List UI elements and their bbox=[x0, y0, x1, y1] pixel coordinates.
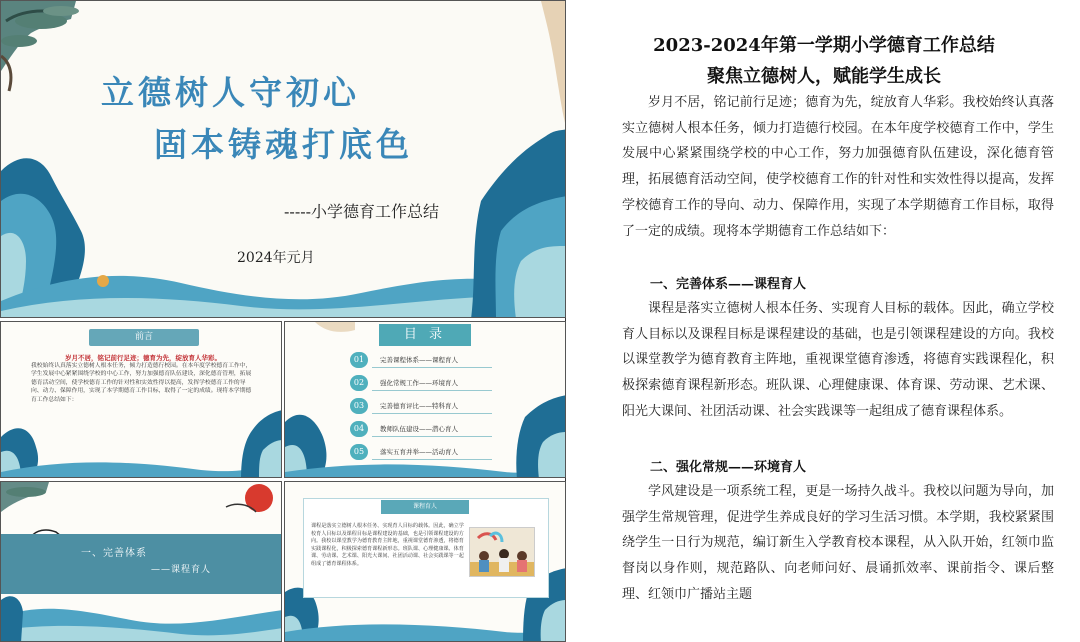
toc-label: 落实五育并举——活动育人 bbox=[380, 448, 458, 456]
paragraph-intro: 岁月不居，铭记前行足迹；德育为先，绽放育人华彩。我校始终认真落实立德树人根本任务，倾力打造德行校园。在本年度学校德育工作中，学生发展中心紧紧围绕学校的中心工作，努力加强德育队伍建设，深化德育管理，拓展德育活动空间，使学校德育工作的针对性和实效性得以提高，发挥学校德育工作的导向、动力、保障作用，实现了本学期德育工作目标，取得了一定的成绩。现将本学期德育工作总结如下： bbox=[622, 95, 1054, 239]
paragraph-section-1: 课程是落实立德树人根本任务、实现育人目标的载体。因此，确立学校育人目标以及课程目标是课程建设的基础，也是引领课程建设的方向。我校以课堂教学为德育教育主阵地，重视课堂德育渗透，将德育实践课程化，积极探索德育课程新形态。班队课、心理健康课、体育课、劳动课、艺术课、阳光大课间、社团活动课、社会实践课等一起组成了德育课程体系。 bbox=[622, 301, 1054, 419]
toc-divider bbox=[372, 413, 492, 414]
cover-title-line1: 立德树人守初心 bbox=[101, 73, 360, 112]
document-page bbox=[568, 0, 1080, 642]
toc-divider bbox=[372, 436, 492, 437]
toc-divider bbox=[372, 367, 492, 368]
toc-item[interactable] bbox=[350, 352, 490, 368]
cover-date: 2024年元月 bbox=[237, 250, 315, 266]
toc-label: 教师队伍建设——潜心育人 bbox=[380, 425, 458, 433]
cover-title-line2: 固本铸魂打底色 bbox=[154, 125, 413, 164]
document-subtitle: 聚焦立德树人，赋能学生成长 bbox=[707, 66, 941, 87]
classroom-photo-image bbox=[470, 528, 535, 577]
toc-tab: 目 录 bbox=[379, 324, 471, 346]
toc-label: 强化常规工作——环境育人 bbox=[380, 379, 458, 387]
paragraph-section-2: 学风建设是一项系统工程，更是一场持久战斗。我校以问题为导向，加强学生常规管理，促进学生养成良好的学习生活习惯。本学期，我校紧紧围绕学生一日行为规范，编订新生入学教育校本课程，从入队开始，红领巾监督岗以身作则，规范路队、向老师问好、晨诵抓效率、课前指令、课后整理、红领巾广播站主题 bbox=[622, 484, 1054, 602]
curriculum-tab: 课程育人 bbox=[381, 500, 469, 514]
toc-number: 05 bbox=[350, 444, 368, 460]
curriculum-body: 课程是落实立德树人根本任务、实现育人目标的载体。因此，确立学校育人目标以及课程目标是课程建设的基础，也是引领课程建设的方向。我校以课堂教学为德育教育主阵地，重视课堂德育渗透，将德育实践课程化，积极探索德育课程新形态。班队课、心理健康课、体育课、劳动课、艺术课、阳光大课间、社团活动课、社会实践课等一起组成了德育课程体系。 bbox=[311, 523, 464, 567]
slide-section-1[interactable] bbox=[0, 481, 282, 642]
document-title: 2023-2024年第一学期小学德育工作总结 bbox=[653, 35, 995, 56]
toc-item[interactable] bbox=[350, 375, 490, 391]
slide-toc[interactable] bbox=[284, 321, 566, 478]
toc-number: 04 bbox=[350, 421, 368, 437]
heading-section-2: 二、强化常规——环境育人 bbox=[650, 460, 807, 475]
section-subtitle: ——课程育人 bbox=[151, 565, 212, 575]
section-title: 一、完善体系 bbox=[81, 548, 147, 559]
toc-divider bbox=[372, 459, 492, 460]
section-band bbox=[1, 534, 282, 594]
toc-item[interactable] bbox=[350, 398, 490, 414]
preface-highlight: 岁月不居，铭记前行足迹；德育为先，绽放育人华彩。 bbox=[65, 354, 221, 362]
classroom-photo bbox=[469, 527, 535, 577]
toc-label: 完善课程体系——课程育人 bbox=[380, 356, 458, 364]
red-sun-icon bbox=[245, 484, 273, 512]
preface-tab: 前言 bbox=[89, 329, 199, 346]
toc-item[interactable] bbox=[350, 444, 490, 460]
toc-item[interactable] bbox=[350, 421, 490, 437]
toc-number: 03 bbox=[350, 398, 368, 414]
slide-cover[interactable] bbox=[0, 0, 566, 318]
toc-number: 02 bbox=[350, 375, 368, 391]
preface-body: 我校始终认真落实立德树人根本任务，倾力打造德行校园。在本年度学校德育工作中，学生发展中心紧紧围绕学校的中心工作，努力加强德育队伍建设，深化德育管理，拓展德育活动空间，使学校德育工作的针对性和实效性得以提高，发挥学校德育工作的导向、动力、保障作用，实现了本学期德育工作目标，取得了一定的成绩。现将本学期德育工作总结如下： bbox=[31, 363, 252, 403]
heading-section-1: 一、完善体系——课程育人 bbox=[650, 277, 807, 292]
slide-curriculum[interactable] bbox=[284, 481, 566, 642]
cover-subtitle: -----小学德育工作总结 bbox=[284, 202, 440, 221]
toc-number: 01 bbox=[350, 352, 368, 368]
toc-label: 完善德育评比——特科育人 bbox=[380, 402, 458, 410]
slide-preface[interactable] bbox=[0, 321, 282, 478]
toc-divider bbox=[372, 390, 492, 391]
